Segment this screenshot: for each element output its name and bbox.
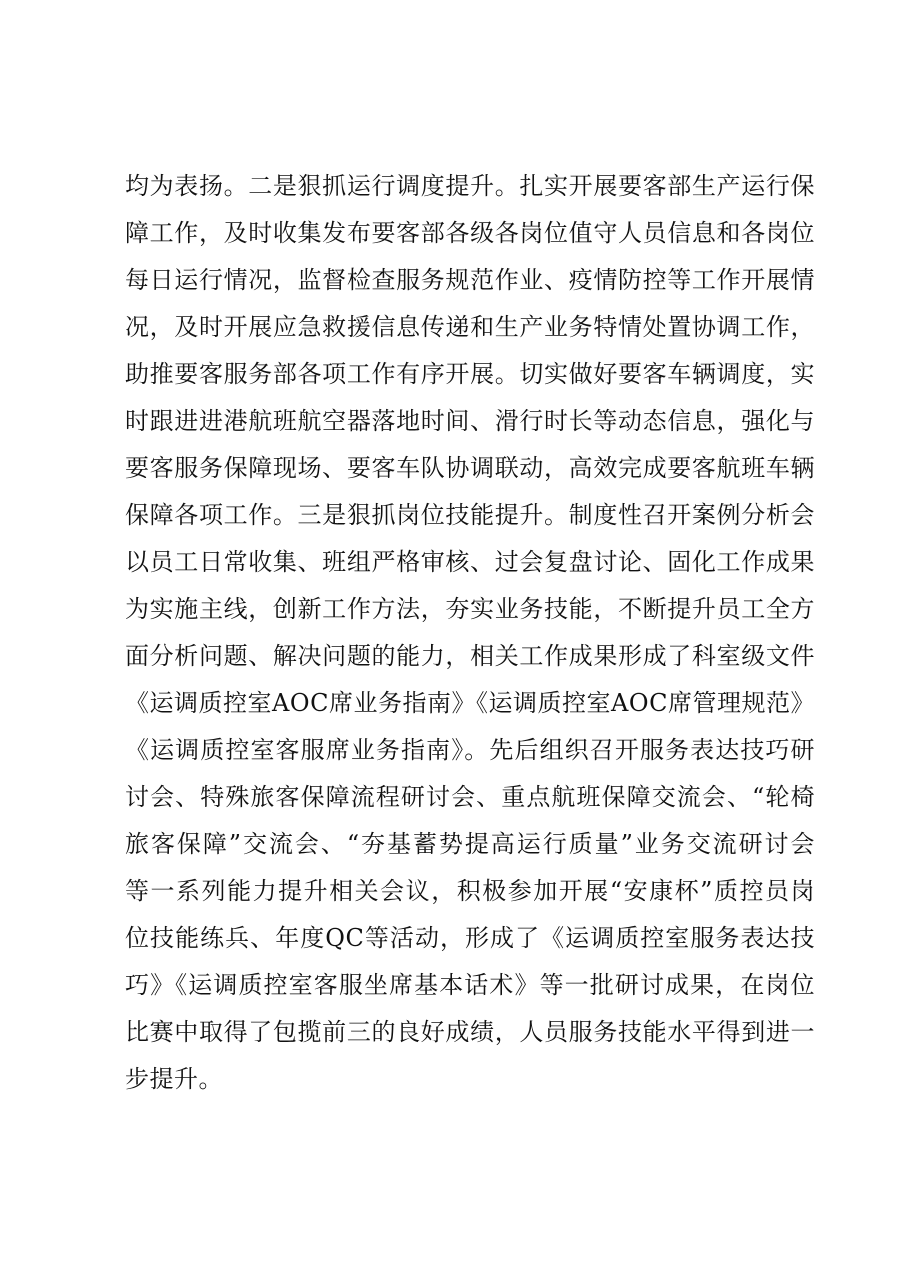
body-paragraph	[125, 163, 815, 1103]
text-line: 面分析问题、解决问题的能力，相关工作成果形成了科室级文件	[125, 642, 815, 670]
text-line: 旅客保障”交流会、“夯基蓄势提高运行质量”业务交流研讨会	[125, 830, 815, 858]
text-line: 况，及时开展应急救援信息传递和生产业务特情处置协调工作，	[125, 313, 815, 341]
text-line: 时跟进进港航班航空器落地时间、滑行时长等动态信息，强化与	[125, 407, 815, 435]
text-line: 《运调质控室AOC席业务指南》《运调质控室AOC席管理规范》	[125, 689, 815, 717]
text-line: 障工作，及时收集发布要客部各级各岗位值守人员信息和各岗位	[125, 219, 815, 247]
text-line: 均为表扬。二是狠抓运行调度提升。扎实开展要客部生产运行保	[125, 172, 815, 200]
text-line: 巧》《运调质控室客服坐席基本话术》等一批研讨成果，在岗位	[125, 971, 815, 999]
text-line: 每日运行情况，监督检查服务规范作业、疫情防控等工作开展情	[125, 266, 815, 294]
text-line: 比赛中取得了包揽前三的良好成绩，人员服务技能水平得到进一	[125, 1018, 815, 1046]
text-line: 位技能练兵、年度QC等活动，形成了《运调质控室服务表达技	[125, 924, 815, 952]
text-line: 保障各项工作。三是狠抓岗位技能提升。制度性召开案例分析会	[125, 501, 815, 529]
text-line: 《运调质控室客服席业务指南》。先后组织召开服务表达技巧研	[125, 736, 815, 764]
text-line: 步提升。	[125, 1065, 223, 1093]
text-line: 助推要客服务部各项工作有序开展。切实做好要客车辆调度，实	[125, 360, 815, 388]
text-line: 等一系列能力提升相关会议，积极参加开展“安康杯”质控员岗	[125, 877, 815, 905]
text-line: 要客服务保障现场、要客车队协调联动，高效完成要客航班车辆	[125, 454, 815, 482]
text-line: 为实施主线，创新工作方法，夯实业务技能，不断提升员工全方	[125, 595, 815, 623]
text-line: 讨会、特殊旅客保障流程研讨会、重点航班保障交流会、“轮椅	[125, 783, 815, 811]
text-line: 以员工日常收集、班组严格审核、过会复盘讨论、固化工作成果	[125, 548, 815, 576]
